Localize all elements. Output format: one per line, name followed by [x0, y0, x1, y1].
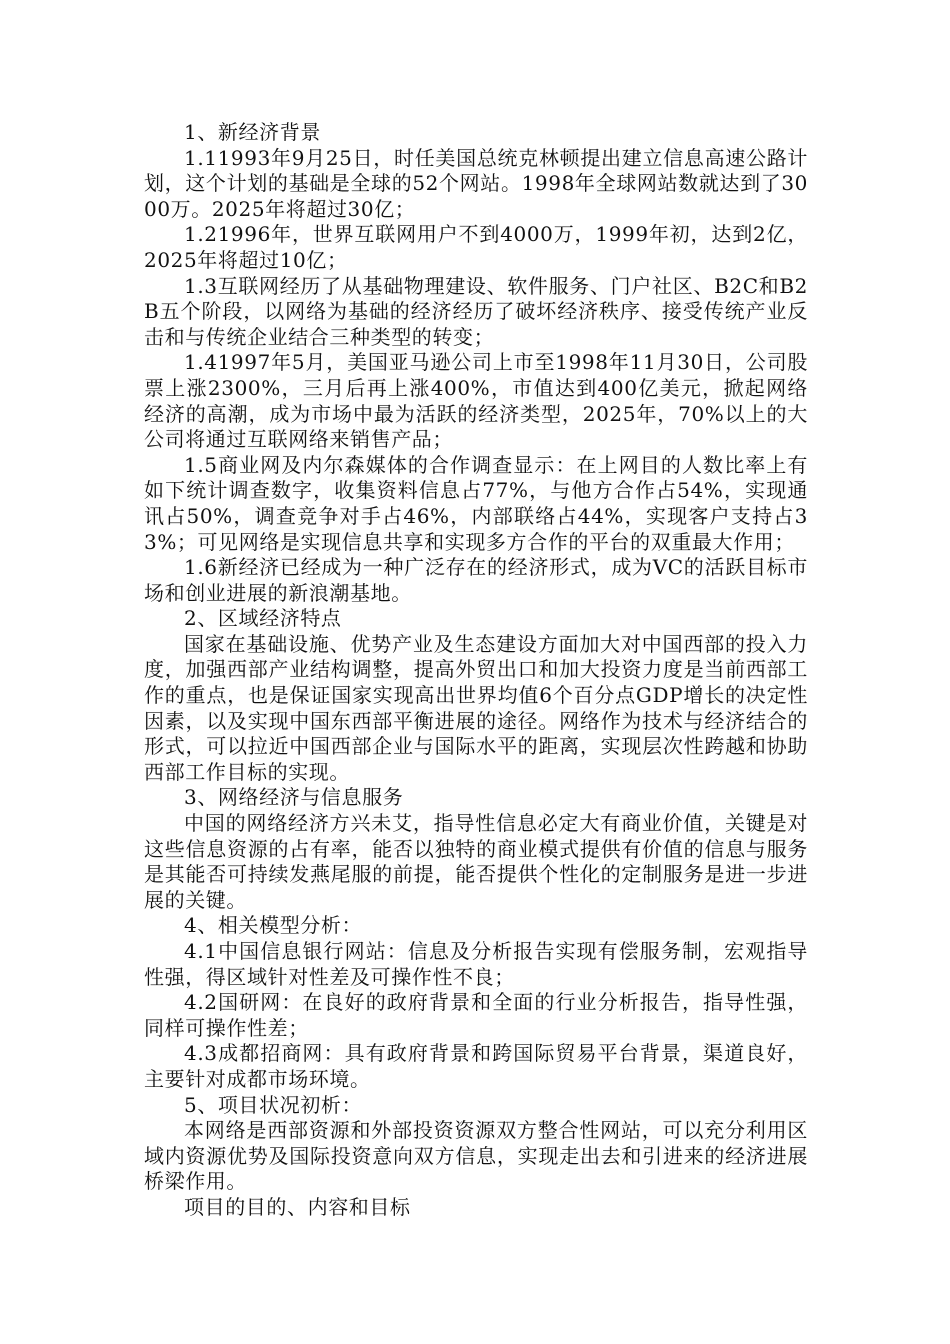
paragraph-network-economy: 中国的网络经济方兴未艾，指导性信息必定大有商业价值，关键是对这些信息资源的占有率，能否以独特的商业模式提供有价值的信息与服务是其能否可持续发燕尾服的前提，能否提供个性化的定制服务是进一步进展的关键。 [144, 811, 808, 912]
paragraph-4-2: 4.2国研网：在良好的政府背景和全面的行业分析报告，指导性强，同样可操作性差； [144, 990, 808, 1040]
document-body [144, 120, 808, 1221]
heading-regional-economy: 2、区域经济特点 [184, 606, 342, 631]
paragraph-regional-economy: 国家在基础设施、优势产业及生态建设方面加大对中国西部的投入力度，加强西部产业结构调整，提高外贸出口和加大投资力度是当前西部工作的重点，也是保证国家实现高出世界均值6个百分点GDP增长的决定性因素，以及实现中国东西部平衡进展的途径。网络作为技术与经济结合的形式，可以拉近中国西部企业与国际水平的距离，实现层次性跨越和协助西部工作目标的实现。 [144, 631, 808, 784]
paragraph-1-6: 1.6新经济已经成为一种广泛存在的经济形式，成为VC的活跃目标市场和创业进展的新浪潮基地。 [144, 555, 808, 605]
paragraph-1-2: 1.21996年，世界互联网用户不到4000万，1999年初，达到2亿，2025年将超过10亿； [144, 222, 808, 272]
paragraph-4-1: 4.1中国信息银行网站：信息及分析报告实现有偿服务制，宏观指导性强，得区域针对性差及可操作性不良； [144, 939, 808, 989]
paragraph-1-4: 1.41997年5月，美国亚马逊公司上市至1998年11月30日，公司股票上涨2300%，三月后再上涨400%，市值达到400亿美元，掀起网络经济的高潮，成为市场中最为活跃的经济类型，2025年，70%以上的大公司将通过互联网络来销售产品； [144, 350, 808, 452]
paragraph-1-1: 1.11993年9月25日，时任美国总统克林顿提出建立信息高速公路计划，这个计划的基础是全球的52个网站。1998年全球网站数就达到了3000万。2025年将超过30亿； [144, 145, 808, 221]
heading-new-economy-background: 1、新经济背景 [184, 120, 321, 144]
paragraph-1-3: 1.3互联网经历了从基础物理建设、软件服务、门户社区、B2C和B2B五个阶段，以网络为基础的经济经历了破坏经济秩序、接受传统产业反击和与传统企业结合三种类型的转变； [144, 273, 808, 349]
heading-model-analysis: 4、相关模型分析： [184, 913, 363, 938]
paragraph-1-5: 1.5商业网及内尔森媒体的合作调查显示：在上网目的人数比率上有如下统计调查数字，收集资料信息占77%，与他方合作占54%，实现通讯占50%，调查竞争对手占46%，内部联络占44%，实现客户支持占33%；可见网络是实现信息共享和实现多方合作的平台的双重最大作用； [144, 452, 808, 554]
heading-network-economy: 3、网络经济与信息服务 [184, 785, 404, 810]
heading-project-analysis: 5、项目状况初析： [184, 1092, 363, 1117]
paragraph-4-3: 4.3成都招商网：具有政府背景和跨国际贸易平台背景，渠道良好，主要针对成都市场环境。 [144, 1041, 808, 1091]
heading-project-goals: 项目的目的、内容和目标 [184, 1194, 411, 1219]
paragraph-project-analysis: 本网络是西部资源和外部投资资源双方整合性网站，可以充分利用区域内资源优势及国际投资意向双方信息，实现走出去和引进来的经济进展桥梁作用。 [144, 1118, 808, 1194]
